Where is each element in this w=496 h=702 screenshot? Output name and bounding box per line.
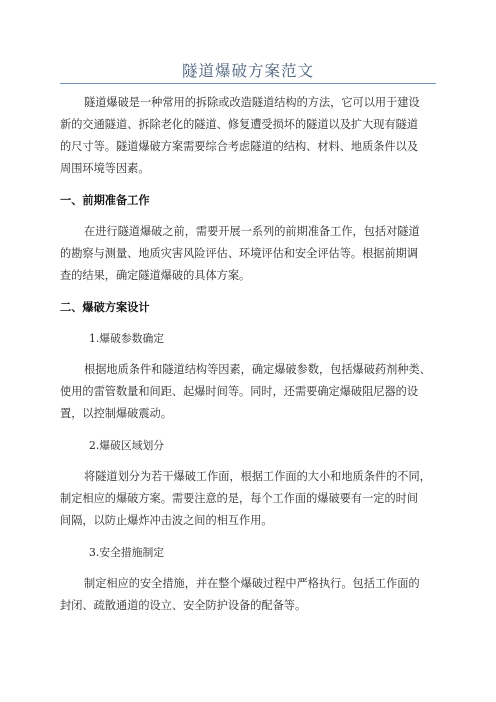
subsection-title-parameters: 1.爆破参数确定 bbox=[89, 332, 165, 345]
sub1-line: 使用的雷管数量和间距、起爆时间等。同时，还需要确定爆破阻尼器的设 bbox=[60, 385, 419, 398]
sub2-line: 将隧道划分为若干爆破工作面，根据工作面的大小和地质条件的不同， bbox=[84, 470, 431, 483]
section1-line: 查的结果，确定隧道爆破的具体方案。 bbox=[60, 269, 251, 282]
section1-line: 在进行隧道爆破之前，需要开展一系列的前期准备工作，包括对隧道 bbox=[84, 225, 420, 238]
section-heading-preparation: 一、前期准备工作 bbox=[60, 194, 150, 207]
intro-line: 新的交通隧道、拆除老化的隧道、修复遭受损坏的隧道以及扩大现有隧道 bbox=[60, 118, 419, 131]
sub1-line: 根据地质条件和隧道结构等因素，确定爆破参数，包括爆破药剂种类、 bbox=[84, 363, 431, 376]
title-underline bbox=[60, 83, 436, 84]
sub2-line: 制定相应的爆破方案。需要注意的是，每个工作面的爆破要有一定的时间 bbox=[60, 492, 419, 505]
subsection-title-zones: 2.爆破区域划分 bbox=[89, 439, 165, 452]
page-title: 隧道爆破方案范文 bbox=[181, 62, 314, 80]
subsection-title-safety: 3.安全措施制定 bbox=[89, 546, 165, 559]
sub2-line: 间隔，以防止爆炸冲击波之间的相互作用。 bbox=[60, 514, 273, 527]
intro-line: 周围环境等因素。 bbox=[60, 162, 150, 175]
intro-line: 隧道爆破是一种常用的拆除或改造隧道结构的方法，它可以用于建设 bbox=[84, 96, 420, 109]
sub1-line: 置，以控制爆破震动。 bbox=[60, 407, 172, 420]
intro-line: 的尺寸等。隧道爆破方案需要综合考虑隧道的结构、材料、地质条件以及 bbox=[60, 140, 419, 153]
sub3-line: 制定相应的安全措施，并在整个爆破过程中严格执行。包括工作面的 bbox=[84, 577, 420, 590]
sub3-line: 封闭、疏散通道的设立、安全防护设备的配备等。 bbox=[60, 599, 307, 612]
section1-line: 的勘察与测量、地质灾害风险评估、环境评估和安全评估等。根据前期调 bbox=[60, 247, 419, 260]
section-heading-design: 二、爆破方案设计 bbox=[60, 301, 150, 314]
